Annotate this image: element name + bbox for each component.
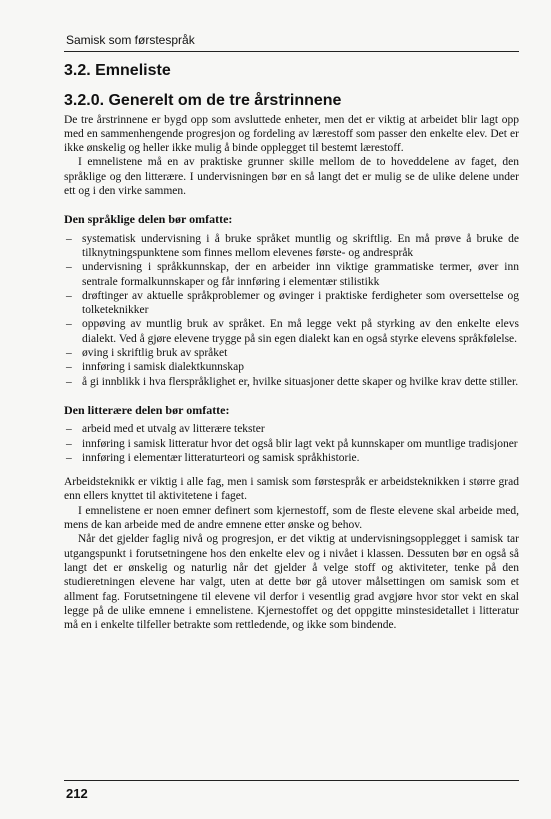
language-part-heading: Den språklige delen bør omfatte:	[64, 212, 233, 227]
header-rule	[64, 51, 519, 52]
page-number: 212	[66, 786, 88, 801]
running-title: Samisk som førstespråk	[66, 33, 195, 47]
closing-paragraph-2: I emnelistene er noen emner definert som kjernestoff, som de fleste elevene skal arbeide med, mens de kan arbeide med de andre emnene etter ønske og behov.	[64, 504, 519, 532]
language-part-list	[64, 232, 519, 389]
page-body	[64, 64, 519, 632]
list-item: – oppøving av muntlig bruk av språket. En må legge vekt på styrking av den enkelte elevs dialekt. Ved å gjøre elevene trygge på sin egen dialekt kan en også styrke elevens språkfølelse.	[64, 317, 519, 346]
list-item: – arbeid med et utvalg av litterære tekster	[64, 422, 519, 436]
list-item: – undervisning i språkkunnskap, der en arbeider inn viktige grammatiske termer, øver inn sentrale formalkunnskaper og får innføring i elementær stilistikk	[64, 260, 519, 289]
literature-part-list	[64, 422, 519, 465]
intro-paragraph-2: I emnelistene må en av praktiske grunner skille mellom de to hoveddelene av faget, den språklige og den litterære. I undervisningen bør en så langt det er mulig se de ulike delene under ett og i den virke sammen.	[64, 156, 519, 198]
footer-rule	[64, 780, 519, 781]
closing-paragraph-3: Når det gjelder faglig nivå og progresjon, er det viktig at undervisningsopplegget i samisk tar utgangspunkt i forutsetningene hos den enkelte elev og i nivået i klassen. Dessuten bør en også så langt det er ønskelig og naturlig når det gjelder å velge stoff og aktiviteter, tenke på den studieretningen elevene har valgt, uten at dette bør gå utover målsettingen om samisk som et allment fag. Forutsetningene til elevene vil derfor i vesentlig grad avgjøre hvor stor vekt en skal legge på de ulike emnene i emnelistene. Kjernestoffet og det oppgitte minstesidetallet i litteratur må en i enkelte tilfeller betrakte som rettledende, og ikke som bindende.	[64, 533, 519, 632]
list-item: – systematisk undervisning i å bruke språket muntlig og skriftlig. En må prøve å bruke de tilknytningspunktene som finnes mellom elevenes første- og andrespråk	[64, 232, 519, 261]
list-item: – innføring i samisk dialektkunnskap	[64, 360, 519, 374]
list-item: – øving i skriftlig bruk av språket	[64, 346, 519, 360]
subsection-heading: 3.2.0. Generelt om de tre årstrinnene	[64, 92, 342, 110]
list-item: – å gi innblikk i hva flerspråklighet er, hvilke situasjoner dette skaper og hvilke krav dette stiller.	[64, 375, 519, 389]
section-heading: 3.2. Emneliste	[64, 62, 171, 79]
literature-part-heading: Den litterære delen bør omfatte:	[64, 402, 230, 417]
closing-paragraph-1: Arbeidsteknikk er viktig i alle fag, men i samisk som førstespråk er arbeidsteknikken i større grad enn ellers knyttet til aktivitetene i faget.	[64, 476, 519, 503]
list-item: – innføring i samisk litteratur hvor det også blir lagt vekt på kunnskaper om muntlige tradisjoner	[64, 437, 519, 451]
list-item: – innføring i elementær litteraturteori og samisk språkhistorie.	[64, 451, 519, 465]
intro-paragraph-1: De tre årstrinnene er bygd opp som avsluttede enheter, men det er viktig at arbeidet blir lagt opp med en sammenhengende progresjon og fordeling av lærestoff som passer den enkelte elev. Det er ikke ønskelig og heller ikke mulig å binde opplegget til bestemt lærestoff.	[64, 113, 519, 155]
list-item: – drøftinger av aktuelle språkproblemer og øvinger i praktiske ferdigheter som oversettelse og tolketeknikker	[64, 289, 519, 318]
